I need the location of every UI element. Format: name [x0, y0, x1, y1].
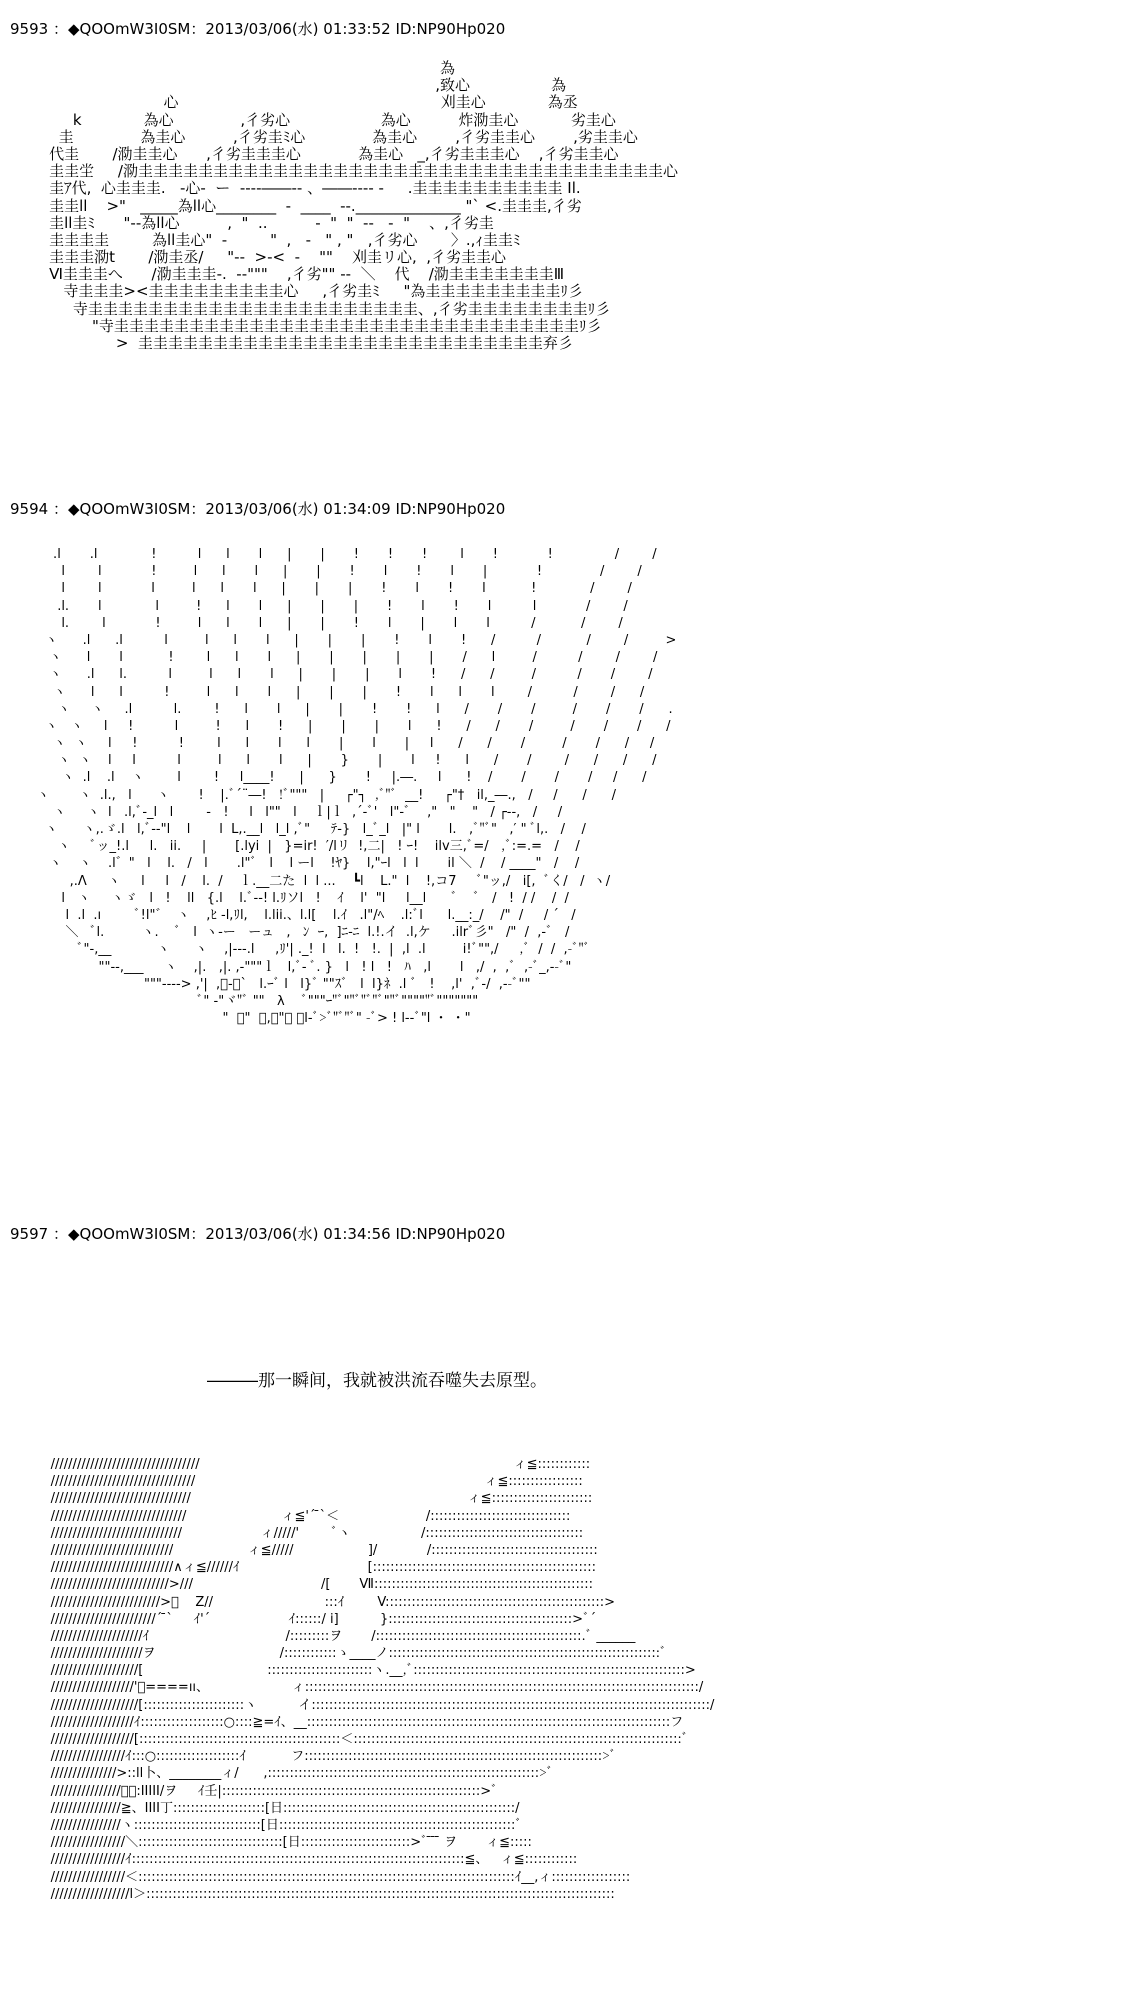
ascii-art-line: ////////////////////////////////// ィ≦::::::::::::	[30, 1457, 591, 1472]
ascii-art-line: l .l .ı ﾞ!l"゛ ヽ ,ﾋ ‐l,ﾘl, l.lii.、l.l[ l.ｲ .l"/ﾍ .l:ﾞl l.__:_/ /" / / ´ /	[20, 907, 576, 923]
ascii-art-line: ////////////////////[ ::::::::::::::::::::::::ヽ.__,ﾞ::::::::::::::::::::::::::::::::::::::::::::::::::::::::::::::>	[30, 1663, 696, 1679]
ascii-art-line: ヽ ヽ,.ゞ.l l,ﾞ-‐"l l l L,.__l l_l ,ﾞ" ﾃ-} l_ﾞ_l |" l l. ,ﾞ"ﾞ" ,′ " ﾞl,. / /	[20, 822, 586, 837]
post-author: ◆QOOmW3I0SM	[67, 1225, 191, 1243]
ascii-art-line: //////////////////////////////// ィ≦:::::::::::::::::::::::	[30, 1491, 593, 1507]
ascii-art-line: ﾞ" ‐"ヾ"ﾞ "" λ ﾞ"""ｰ"ﾞ""ﾞ"ﾞ"ﾞ""ﾞ"""""ﾞ"""""""	[20, 993, 479, 1009]
ascii-art-line: ,.Λ ヽ l l / l. / ｌ.__二た l l ... ┗l L." l !,コ7 ﾞ"ッ,/ i[, ﾞく/ / ヽ/	[20, 873, 611, 889]
post-number[interactable]: 9594	[10, 500, 49, 518]
ascii-art-line: /////////////////////////////// ィ≦'´ ̄`＜ /::::::::::::::::::::::::::::::::	[30, 1508, 571, 1524]
ascii-art-line: ////////////////ﾞ、:IIIII/ヲ ｲ壬|:::::::::::::::::::::::::::::::::::::::::::::::::::::::::::>ﾞ	[30, 1783, 498, 1799]
ascii-art-line: ///////////////////////////>/// /[ Ⅶ::::::::::::::::::::::::::::::::::::::::::::::::::	[30, 1577, 593, 1593]
ascii-art-line: ヽ ヽ l ! l ! l ! | | | l ! / / / / / / /	[20, 718, 671, 734]
narration-text: ―――那一瞬间，我就被洪流吞噬失去原型。	[207, 1371, 547, 1391]
ascii-art-line: """---‐> ,'| ,ﾞ-ー` l.ｰﾞ l l}ﾞ ""ｽﾞ l l}ﾈ .l ﾞ ! ,l' ,ﾞ-/ ,--ﾞ""	[20, 976, 531, 992]
post-date: ：2013/03/06(水) 01:33:52	[190, 20, 391, 38]
ascii-art-line: 為	[30, 60, 456, 77]
post-id[interactable]: ID:NP90Hp020	[395, 20, 506, 38]
ascii-art-line: ヽ ヽ l l l l l l | } | l ! l / / / / / /	[20, 753, 657, 769]
ascii-art-line: /////////////////＜::::::::::::::::::::::::::::::::::::::::::::::::::::::::::::::::::::::::::::::::::::::ｲ__,ィ::::::::::::::::::	[30, 1869, 631, 1885]
post-number[interactable]: 9597	[10, 1225, 49, 1243]
ascii-art-line: ////////////////////[:::::::::::::::::::::::ヽ イ:::::::::::::::::::::::::::::::::::::::::::::::::::::::::::::::::::::::::::::::::::::::::::/	[30, 1697, 715, 1713]
ascii-art-line: "寺圭圭圭圭圭圭圭圭圭圭圭圭圭圭圭圭圭圭圭圭圭圭圭圭圭圭圭圭圭圭圭ﾘ彡	[30, 316, 602, 335]
ascii-art-line: ///////////////////ｲ:::::::::::::::::::○::::≧=ｲ、__:::::::::::::::::::::::::::::::::::::::::::::::::::::::::::::::::::::::::::::::::::フ	[30, 1714, 684, 1730]
ascii-art-line: .l. l l ! l l | | | ! l ! l l / /	[20, 598, 628, 614]
ascii-art-line: /////////////////ｲ::::::::::::::::::::::::::::::::::::::::::::::::::::::::::::::::::::::::::::≦、 ィ≦::::::::::::	[30, 1852, 578, 1868]
post-separator: ：	[52, 500, 68, 518]
ascii-art-line: ﾞ"-,__ ヽ ヽ ,|--‐.l ,ﾘ'| ._! l l. ! !. | ,l .l i!ﾞ"",/ ,ﾞ / / ,-ﾞ"ﾞ	[20, 942, 591, 958]
post-id[interactable]: ID:NP90Hp020	[395, 1225, 506, 1243]
ascii-art-line: ヽ ヽ .l゛" l l. / l .l"ﾞ l l ーl !ﾔ} l,"ｰl l l il ＼ / / ____" / /	[20, 856, 580, 872]
ascii-art-line: ヽ ヽ .l l. ! l l | | ! ! l / / / / / / .	[20, 701, 673, 717]
ascii-art-line: ヽ ヽ .l., l ヽ ! |.ﾞ´¨―! !ﾞ""" | ┌"┐ ,ﾞ"ﾞ __! ┌"† il,_―., / / / /	[20, 787, 616, 803]
ascii-art-rays	[20, 545, 1120, 1145]
ascii-art-line: ////////////////≧、IIII丁:::::::::::::::::::::[日:::::::::::::::::::::::::::::::::::::::::::::::::::::/	[30, 1800, 520, 1816]
ascii-art-line: " ﾞ" ﾞ,ﾞ"ﾞ ﾞl-ﾞ>ﾞ"ﾞ"ﾞ" -ﾞ> ! l--ﾞ"l ・ ・"	[20, 1011, 471, 1027]
ascii-art-line: k 為心 ,彳劣心 為心 炸泐圭心 劣圭心	[30, 110, 616, 129]
ascii-art-line: l ヽ ヽゞ l ! ll {.l l.ﾞ‐-! l.ﾘソl ! ｲ l' "l l__l ﾞ ﾞ / ! / / / /	[20, 890, 569, 906]
post-author: ◆QOOmW3I0SM	[67, 500, 191, 518]
ascii-art-line: ヽ .l l. l l l l | | | l ! / / / / / /	[20, 667, 653, 683]
ascii-art-line: 圭圭ll >" _____為ll心________ - ____ --.______________ "` <.圭圭圭,彳劣	[30, 196, 582, 215]
ascii-art-line: /////////////////＼:::::::::::::::::::::::::::::::::[日:::::::::::::::::::::::::>ﾞ ̄ ̄ ̄ ヲ ィ≦:::::	[30, 1835, 532, 1851]
ascii-art-line: ヽ ヽ l .l,ﾞ-_l l ‐ ! l l"" l ｌ|ｌ ,´-ﾞ' l"-ﾞ ," " " / ┌--, / /	[20, 804, 563, 820]
ascii-art-lines	[20, 545, 1120, 1026]
ascii-art-line: ＼ ﾞl. ヽ. ﾞ l ヽ-ー ーュ , ﾝ ｰ, ]ﾆ-ﾆ l.!.イ .l,ケ .ilrﾞ彡" /" / ,-ﾞ /	[20, 925, 570, 941]
ascii-art-line: /////////////////////////>ﾞ Z// :::ｲ V::::::::::::::::::::::::::::::::::::::::::::::::::>	[30, 1594, 616, 1610]
ascii-art-line: 圭圭圭圭 為ll圭心" - " , - " , " ,彳劣心 〉.,ｨ圭圭ﾐ	[30, 230, 521, 249]
post-id[interactable]: ID:NP90Hp020	[395, 500, 506, 518]
ascii-art-wave	[30, 1455, 1120, 2000]
post-author: ◆QOOmW3I0SM	[67, 20, 191, 38]
ascii-art-line: ヽ .l .l l l l l | | | ! l ! / / / / >	[20, 632, 677, 648]
ascii-art-crown	[30, 60, 1120, 420]
ascii-art-line: //////////////////////////// ィ≦///// ]/ /::::::::::::::::::::::::::::::::::::::	[30, 1542, 598, 1558]
post-header	[10, 500, 505, 518]
ascii-art-line: /////////////////////ｲ /:::::::::ヲ /:::::::::::::::::::::::::::::::::::::::::::::::.ﾞ ______	[30, 1628, 636, 1644]
ascii-art-line: l l ! l l l | | ! l ! l | ! / /	[20, 564, 642, 580]
ascii-art-line: 心 刈圭心 為丞	[30, 93, 578, 112]
ascii-art-line: ヽ .l .l ヽ l ! l____! | } ! |.―. l ! / / / / / /	[20, 770, 647, 786]
ascii-art-line: ヽ l l ! l l l | | | ! l l l / / / /	[20, 684, 645, 700]
ascii-art-line: ///////////////////[::::::::::::::::::::::::::::::::::::::::::::::＜:::::::::::::::::::::::::::::::::::::::::::::::::::::::::::::::::::::::::::ﾞ	[30, 1732, 689, 1747]
post-date: ：2013/03/06(水) 01:34:09	[190, 500, 391, 518]
ascii-art-line: ""--,___ ヽ ,|. ,|. ,-"""ｌ l,ﾞ- ﾞ. } l ! l ! ﾊ ,l l ,/ , ,ﾞ ,-ﾞ_,--ﾞ"	[20, 959, 572, 975]
ascii-art-line: //////////////////l＞:::::::::::::::::::::::::::::::::::::::::::::::::::::::::::::::::::::::::::::::::::::::::::::::::::::::::::	[30, 1886, 615, 1902]
ascii-art-line: 圭ll圭ﾐ "--為ll心 , " .. - " " -- - " 、,彳劣圭	[30, 213, 494, 232]
ascii-art-line: ヽ ﾞッ_!.l l. ii. | [.lyi | }=ir! ′/lリ !,二| ! ｰ! ilv三,ﾞ=/ ,ﾞ:=.= / /	[20, 839, 580, 855]
ascii-art-line: ///////////////>::ll卜、________ィ/ ,::::::::::::::::::::::::::::::::::::::::::::::::::::::::::::::>ﾞ	[30, 1766, 554, 1782]
ascii-art-line: 寺圭圭圭圭圭圭圭圭圭圭圭圭圭圭圭圭圭圭圭圭圭圭、,彳劣圭圭圭圭圭圭圭圭ﾘ彡	[30, 299, 611, 318]
ascii-art-line: /////////////////ｲ:::○:::::::::::::::::::ｲ フ::::::::::::::::::::::::::::::::::::::::::::::::::::::::::::::::::::>ﾞ	[30, 1749, 617, 1765]
ascii-art-line: ////////////////////////////∧ィ≦//////ｲ [:::::::::::::::::::::::::::::::::::::::::::::::::::	[30, 1560, 597, 1576]
ascii-art-line: > 圭圭圭圭圭圭圭圭圭圭圭圭圭圭圭圭圭圭圭圭圭圭圭圭圭圭圭弃彡	[30, 334, 573, 352]
ascii-art-line: 圭ｱ代, 心圭圭圭. -心- ー ----――-- 、――---- - .圭圭圭圭圭圭圭圭圭圭 Il.	[30, 179, 581, 198]
ascii-art-line: 圭圭圭泐t /泐圭丞/ "-- >-< - "" 刈圭リ心, ,彳劣圭圭心	[30, 248, 507, 267]
ascii-art-line: ////////////////////////´ ̄` ｲ'´ ｲ::::::/ i] }::::::::::::::::::::::::::::::::::::::::::>ﾞ´	[30, 1611, 597, 1627]
ascii-art-line: 圭圭坣 /泐圭圭圭圭圭圭圭圭圭圭圭圭圭圭圭圭圭圭圭圭圭圭圭圭圭圭圭圭圭圭圭圭圭圭圭心	[30, 162, 678, 181]
ascii-art-line: ヽ l l ! l l l | | | | | / l / / / /	[20, 650, 658, 666]
ascii-art-lines	[30, 60, 1120, 352]
ascii-art-line: l. l ! l l l | | ! l | l l / / /	[20, 615, 623, 631]
post-date: ：2013/03/06(水) 01:34:56	[190, 1225, 391, 1243]
ascii-art-line: 寺圭圭圭><圭圭圭圭圭圭圭圭圭心 ,彳劣圭ﾐ "為圭圭圭圭圭圭圭圭圭ﾘ彡	[30, 282, 583, 301]
ascii-art-line: ///////////////////////////////// ィ≦:::::::::::::::::	[30, 1474, 583, 1490]
ascii-art-line: 圭 為圭心 ,彳劣圭ﾐ心 為圭心 ,彳劣圭圭心 ,劣圭圭心	[30, 127, 638, 146]
ascii-art-line: ヽ ヽ l ! ! l l l l | l | l / / / / / / /	[20, 736, 655, 752]
ascii-art-line: ////////////////////////////// ィ/////' ﾞヽ /::::::::::::::::::::::::::::::::::::	[30, 1525, 584, 1541]
post-separator: ：	[52, 1225, 68, 1243]
ascii-art-line: /////////////////////ヲ /::::::::::::ゝ____ノ::::::::::::::::::::::::::::::::::::::::::::::::::::::::::::::ﾞ	[30, 1646, 667, 1662]
ascii-art-line: ////////////////ヽ:::::::::::::::::::::::::::::[日::::::::::::::::::::::::::::::::::::::::::::::::::::::ﾞ	[30, 1817, 522, 1833]
ascii-art-line: ,致心 為	[30, 76, 567, 95]
ascii-art-line: 代圭 /泐圭圭心 ,彳劣圭圭圭心 為圭心 _,彳劣圭圭圭心 ,彳劣圭圭心	[30, 144, 619, 163]
ascii-art-line: .l .l ! l l l | | ! ! ! l ! ! / /	[20, 547, 657, 562]
post-number[interactable]: 9593	[10, 20, 49, 38]
ascii-art-line: ///////////////////'ﾞ====ıı、 ィ::::::::::::::::::::::::::::::::::::::::::::::::::::::::::::::::::::::::::::::::::::::::::/	[30, 1680, 704, 1696]
ascii-art-line: l l l l l l | | | ! l ! l ! / /	[20, 581, 632, 597]
post-header	[10, 20, 505, 38]
ascii-art-line: Ⅵ圭圭圭へ /泐圭圭圭-. --""" ,彳劣"" -- ＼ 代 /泐圭圭圭圭圭圭圭Ⅲ	[30, 265, 565, 284]
post-separator: ：	[52, 20, 68, 38]
ascii-art-lines	[30, 1455, 1120, 1902]
post-header	[10, 1225, 505, 1243]
